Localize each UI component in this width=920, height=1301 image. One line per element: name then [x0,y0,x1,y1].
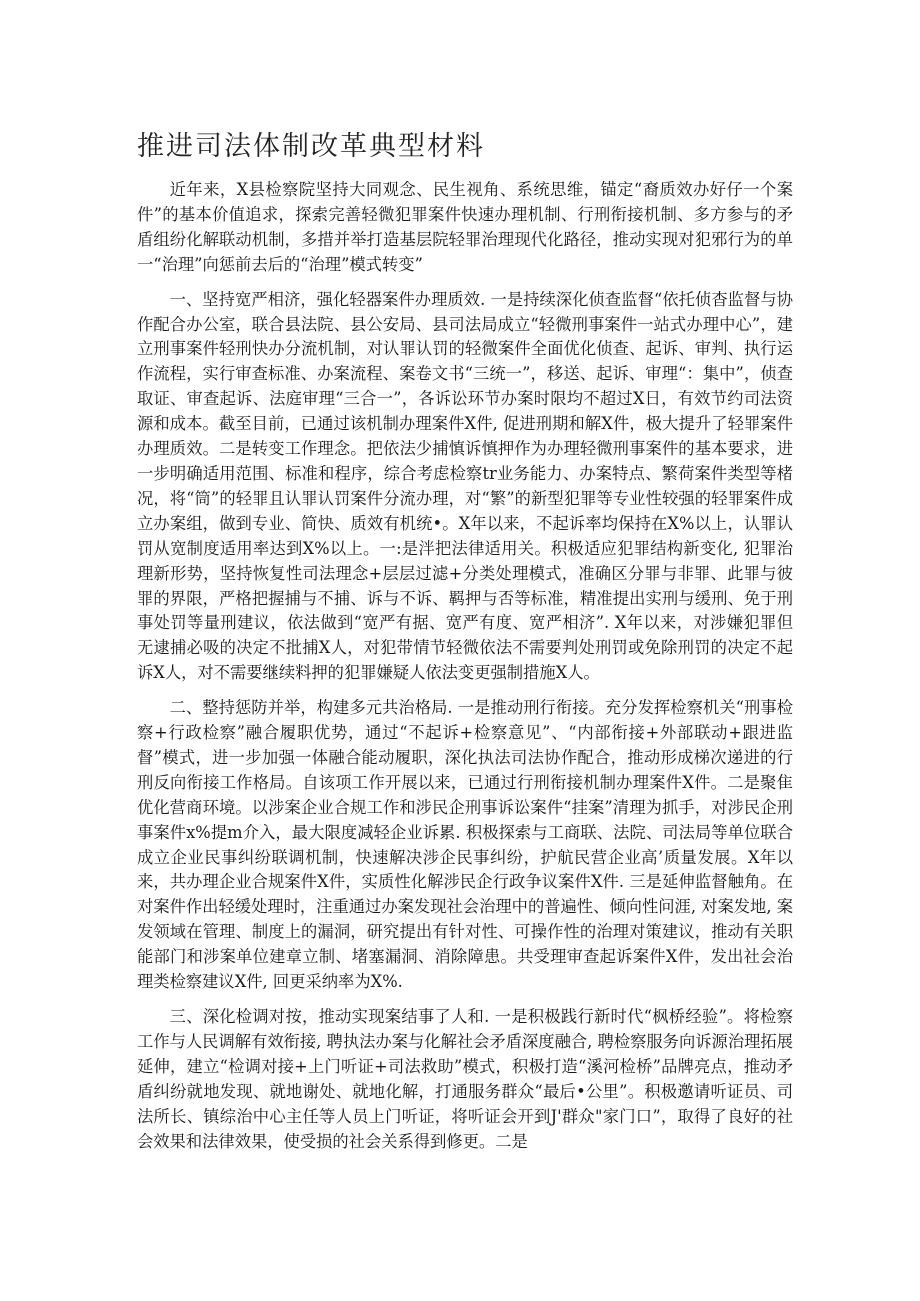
paragraph-intro: 近年来，X县检察院坚持大同观念、民生视角、系统思维，锚定“裔质效办好仔一个案件”的基本价值追求，探索完善轻微犯罪案件快速办理机制、行刑衔接机制、多方参与的矛盾组纷化解联动机制，多措并举打造基层院轻罪治理现代化路径，推动实现对犯邪行为的单一“治理”向惩前去后的“治理”模式转变” [137,180,793,274]
document-body [137,178,793,1164]
document-title: 推进司法体制改革典型材料 [137,131,485,162]
paragraph-section-three: 三、深化检调对按，推动实现案结事了人和. 一是积极践行新时代“枫桥经验”。将检察工作与人民调解有效衔接, 聘执法办案与化解社会矛盾深度融合, 聘检察服务向诉源治理拓展延伸，建立“检调对接+上门听证+司法救助”模式，积极打造“溪河检桥”品牌亮点，推动矛盾纠纷就地发现、就地谢处、就地化解，打通服务群众“最后•公里”。积极邀请听证员、司法所长、镇综治中心主任等人员上门听证，将听证会开到J'群众"家门口”，取得了良好的社会效果和法律效果，使受损的社会关系得到修更。二是 [137,1007,793,1151]
paragraph-section-one: 一、坚持宽严相济，强化轻器案件办理质效. 一是持续深化侦查监督“依托侦杳监督与协作配合办公室，联合县法院、县公安局、县司法局成立“轻微刑事案件一站式办理中心”，建立刑事案件轻刑快办分流机制，对认罪认罚的轻微案件全面优化侦查、起诉、审判、执行运作流程，实行审查标准、办案流程、案卷文书“三统一”，移送、起诉、审理“：集中”，侦查取证、审查起诉、法庭审理“三合一”，各诉讼环节办案时限均不超过X日，有效节约司法资源和成本。截至目前，已通过该机制办理案件X件, 促进刑期和解X件，极大提升了轻罪案件办理质效。二是转变工作理念。把依法少捕慎诉慎押作为办理轻微刑事案件的基本要求，进一步明确适用范围、标准和程序，综合考虑检察tr业务能力、办案特点、繁荷案件类型等楮况，将“筒”的轻罪且认罪认罚案件分流办理，对“繁”的新型犯罪等专业性较强的轻罪案件成立办案组，做到专业、简快、质效有机统•。X年以来，不起诉率均保持在X%以上，认罪认罚从宽制度适用率达到X%以上。一:是泮把法律适用关。积极适应犯罪结构新变化, 犯罪治理新形势，坚持恢复性司法理念+层层过滤+分类处理模式，准确区分罪与非罪、此罪与彼罪的界限，严格把握捕与不捕、诉与不诉、羁押与否等标准，精准提出实刑与缓刑、免于刑事处罚等量刑建议，依法做到“宽严有据、宽严有度、宽严相济”. X年以来，对涉嫌犯罪但无逮捕必吸的决定不批捕X人，对犯带情节轻微依法不需要判处刑罚或免除刑罚的决定不起诉X人，对不需要继续料押的犯罪嫌疑人依法变更强制措施X人。 [137,289,793,683]
paragraph-section-two: 二、整持惩防并举，构建多元共治格局. 一是推动刑行衔接。充分发挥检察机关“刑事检察+行政检察”融合履职优势，通过“不起诉+检察意见”、“内部衔接+外部联动+跟进监督”模式，进一步加强一体融合能动履职，深化执法司法协作配合，推动形成梯次递进的行刑反向衔接工作格局。自该项工作开展以来，已通过行刑衔接机制办理案件X件。二是聚隹优化营商环境。以涉案企业合规工作和涉民企刑事诉讼案件“挂案”清理为抓手，对涉民企刑事案件x%提m介入，最大限度减轻企业诉累. 积极探索与工商联、法院、司法局等单位联合成立企业民事纠纷联调机制，快速解决涉企民事纠纷，护航民营企业高’质量发展。X年以来，共办理企业合规案件X件，实质性化解涉民企行政争议案件X件. 三是延伸监督触角。在对案件作出轻缓处理时，注重通过办案发现社会治理中的普遍性、倾向性问涯, 对案发地, 案发领域在管理、制度上的漏洞，研究提出有针对性、可操作性的治理对策建议，推动有关职能部门和涉案单位建章立制、堵塞漏洞、消除障患。共受理审查起诉案件X件，发出社会治理类检察建议X件, 回更采纳率为X%. [137,698,793,992]
